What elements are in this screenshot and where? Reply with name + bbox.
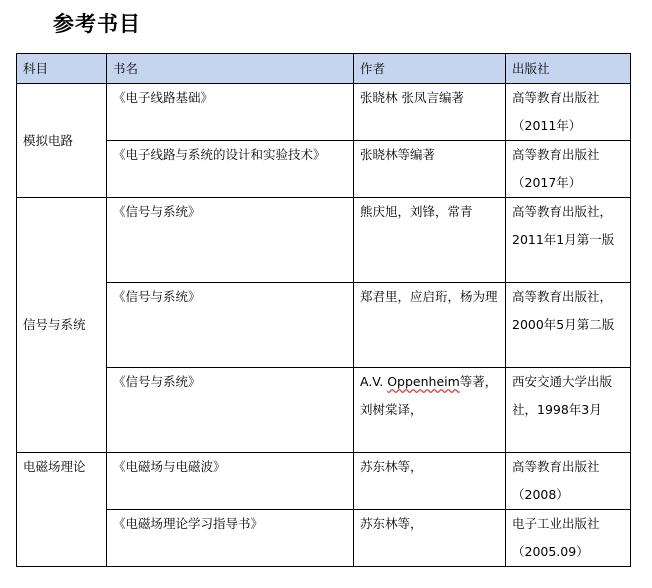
publisher-cell: 高等教育出版社（2008） — [506, 453, 631, 510]
table-row — [17, 84, 631, 141]
subject-cell: 模拟电路 — [17, 84, 107, 198]
table-row — [17, 141, 631, 198]
author-cell: 熊庆旭，刘锋，常青 — [354, 198, 506, 283]
book-cell: 《电磁场理论学习指导书》 — [107, 510, 354, 567]
publisher-cell: 高等教育出版社，2000年5月第二版 — [506, 283, 631, 368]
author-cell: 张晓林等编著 — [354, 141, 506, 198]
book-cell: 《电磁场与电磁波》 — [107, 453, 354, 510]
publisher-cell: 高等教育出版社，2011年1月第一版 — [506, 198, 631, 283]
header-author: 作者 — [354, 54, 506, 84]
header-subject: 科目 — [17, 54, 107, 84]
book-cell: 《信号与系统》 — [107, 283, 354, 368]
publisher-cell: 西安交通大学出版社，1998年3月 — [506, 368, 631, 453]
publisher-cell: 电子工业出版社（2005.09） — [506, 510, 631, 567]
header-publisher: 出版社 — [506, 54, 631, 84]
book-cell: 《电子线路与系统的设计和实验技术》 — [107, 141, 354, 198]
author-cell: 郑君里，应启珩，杨为理 — [354, 283, 506, 368]
header-book: 书名 — [107, 54, 354, 84]
book-cell: 《信号与系统》 — [107, 198, 354, 283]
author-suffix: 等著，刘树棠译， — [360, 374, 498, 417]
publisher-cell: 高等教育出版社（2017年） — [506, 141, 631, 198]
table-row — [17, 453, 631, 510]
table-row — [17, 510, 631, 567]
subject-cell: 电磁场理论 — [17, 453, 107, 567]
table-header-row — [17, 54, 631, 84]
book-cell: 《电子线路基础》 — [107, 84, 354, 141]
table-row — [17, 368, 631, 453]
subject-cell: 信号与系统 — [17, 198, 107, 453]
page-title: 参考书目 — [53, 12, 141, 36]
publisher-cell: 高等教育出版社（2011年） — [506, 84, 631, 141]
author-cell: 苏东林等， — [354, 453, 506, 510]
reference-books-table — [16, 53, 631, 567]
table-row — [17, 198, 631, 283]
author-name-spellcheck: Oppenheim — [387, 374, 460, 389]
author-cell — [354, 368, 506, 453]
book-cell: 《信号与系统》 — [107, 368, 354, 453]
table-row — [17, 283, 631, 368]
author-cell: 张晓林 张凤言编著 — [354, 84, 506, 141]
author-prefix: A.V. — [360, 374, 388, 389]
author-cell: 苏东林等， — [354, 510, 506, 567]
